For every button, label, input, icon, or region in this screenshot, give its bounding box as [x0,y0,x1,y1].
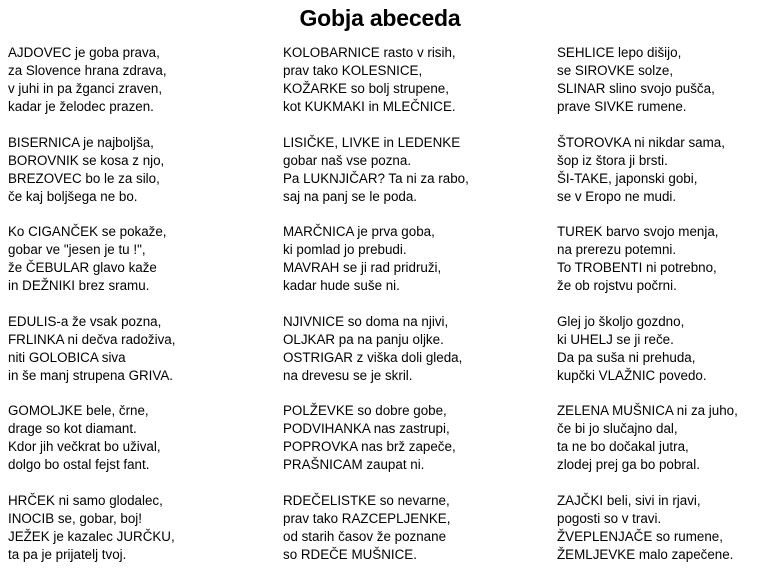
poem-column-1 [8,44,278,581]
verse-line: ŠTOROVKA ni nikdar sama, [557,134,760,152]
stanza [283,402,553,492]
verse-line: drage so kot diamant. [8,420,278,438]
verse-line: LISIČKE, LIVKE in LEDENKE [283,134,553,152]
stanza [557,223,760,313]
verse-line: za Slovence hrana zdrava, [8,62,278,80]
stanza [8,134,278,224]
verse-line: že ČEBULAR glavo kaže [8,259,278,277]
verse-line: ta ne bo dočakal jutra, [557,438,760,456]
verse-line: šop iz štora ji brsti. [557,152,760,170]
poem-column-2 [283,44,553,581]
verse-line: in DEŽNIKI brez sramu. [8,277,278,295]
page-title: Gobja abeceda [0,4,760,32]
verse-line: NJIVNICE so doma na njivi, [283,313,553,331]
stanza [283,223,553,313]
poem-column-3 [557,44,760,581]
verse-line: POPROVKA nas brž zapeče, [283,438,553,456]
verse-line: od starih časov že poznane [283,528,553,546]
verse-line: kadar hude suše ni. [283,277,553,295]
verse-line: kot KUKMAKI in MLEČNICE. [283,98,553,116]
stanza [283,492,553,581]
verse-line: BREZOVEC bo le za silo, [8,170,278,188]
verse-line: SLINAR slino svojo pušča, [557,80,760,98]
verse-line: OSTRIGAR z viška doli gleda, [283,349,553,367]
verse-line: MARČNICA je prva goba, [283,223,553,241]
verse-line: gobar naš vse pozna. [283,152,553,170]
verse-line: PODVIHANKA nas zastrupi, [283,420,553,438]
verse-line: AJDOVEC je goba prava, [8,44,278,62]
verse-line: Ko CIGANČEK se pokaže, [8,223,278,241]
verse-line: RDEČELISTKE so nevarne, [283,492,553,510]
verse-line: ŽEMLJEVKE malo zapečene. [557,546,760,564]
verse-line: JEŽEK je kazalec JURČKU, [8,528,278,546]
verse-line: ŠI-TAKE, japonski gobi, [557,170,760,188]
verse-line: ZAJČKI beli, sivi in rjavi, [557,492,760,510]
verse-line: če bi jo slučajno dal, [557,420,760,438]
stanza [8,492,278,581]
verse-line: se v Eropo ne mudi. [557,188,760,206]
verse-line: Da pa suša ni prehuda, [557,349,760,367]
verse-line: niti GOLOBICA siva [8,349,278,367]
verse-line: INOCIB se, gobar, boj! [8,510,278,528]
verse-line: prave SIVKE rumene. [557,98,760,116]
verse-line: Glej jo školjo gozdno, [557,313,760,331]
verse-line: OLJKAR pa na panju oljke. [283,331,553,349]
stanza [8,223,278,313]
stanza [8,313,278,403]
verse-line: SEHLICE lepo dišijo, [557,44,760,62]
verse-line: pogosti so v travi. [557,510,760,528]
verse-line: ki UHELJ se ji reče. [557,331,760,349]
stanza [557,492,760,581]
stanza [283,134,553,224]
stanza [283,313,553,403]
verse-line: KOLOBARNICE rasto v risih, [283,44,553,62]
verse-line: gobar ve "jesen je tu !", [8,241,278,259]
verse-line: prav tako RAZCEPLJENKE, [283,510,553,528]
verse-line: ZELENA MUŠNICA ni za juho, [557,402,760,420]
verse-line: To TROBENTI ni potrebno, [557,259,760,277]
verse-line: GOMOLJKE bele, črne, [8,402,278,420]
verse-line: FRLINKA ni dečva radoživa, [8,331,278,349]
verse-line: dolgo bo ostal fejst fant. [8,456,278,474]
verse-line: v juhi in pa žganci zraven, [8,80,278,98]
verse-line: ta pa je prijatelj tvoj. [8,546,278,564]
verse-line: KOŽARKE so bolj strupene, [283,80,553,98]
verse-line: se SIROVKE solze, [557,62,760,80]
verse-line: so RDEČE MUŠNICE. [283,546,553,564]
verse-line: prav tako KOLESNICE, [283,62,553,80]
verse-line: kupčki VLAŽNIC povedo. [557,367,760,385]
stanza [283,44,553,134]
stanza [8,402,278,492]
verse-line: TUREK barvo svojo menja, [557,223,760,241]
verse-line: Kdor jih večkrat bo užival, [8,438,278,456]
stanza [557,44,760,134]
stanza [8,44,278,134]
verse-line: ŽVEPLENJAČE so rumene, [557,528,760,546]
stanza [557,134,760,224]
verse-line: če kaj boljšega ne bo. [8,188,278,206]
verse-line: kadar je želodec prazen. [8,98,278,116]
verse-line: ki pomlad jo prebudi. [283,241,553,259]
verse-line: saj na panj se le poda. [283,188,553,206]
verse-line: BOROVNIK se kosa z njo, [8,152,278,170]
verse-line: BISERNICA je najboljša, [8,134,278,152]
stanza [557,313,760,403]
verse-line: že ob rojstvu počrni. [557,277,760,295]
verse-line: HRČEK ni samo glodalec, [8,492,278,510]
verse-line: EDULIS-a že vsak pozna, [8,313,278,331]
verse-line: Pa LUKNJIČAR? Ta ni za rabo, [283,170,553,188]
verse-line: na prerezu potemni. [557,241,760,259]
verse-line: POLŽEVKE so dobre gobe, [283,402,553,420]
verse-line: MAVRAH se ji rad pridruži, [283,259,553,277]
verse-line: zlodej prej ga bo pobral. [557,456,760,474]
verse-line: in še manj strupena GRIVA. [8,367,278,385]
verse-line: PRAŠNICAM zaupat ni. [283,456,553,474]
stanza [557,402,760,492]
verse-line: na drevesu se je skril. [283,367,553,385]
